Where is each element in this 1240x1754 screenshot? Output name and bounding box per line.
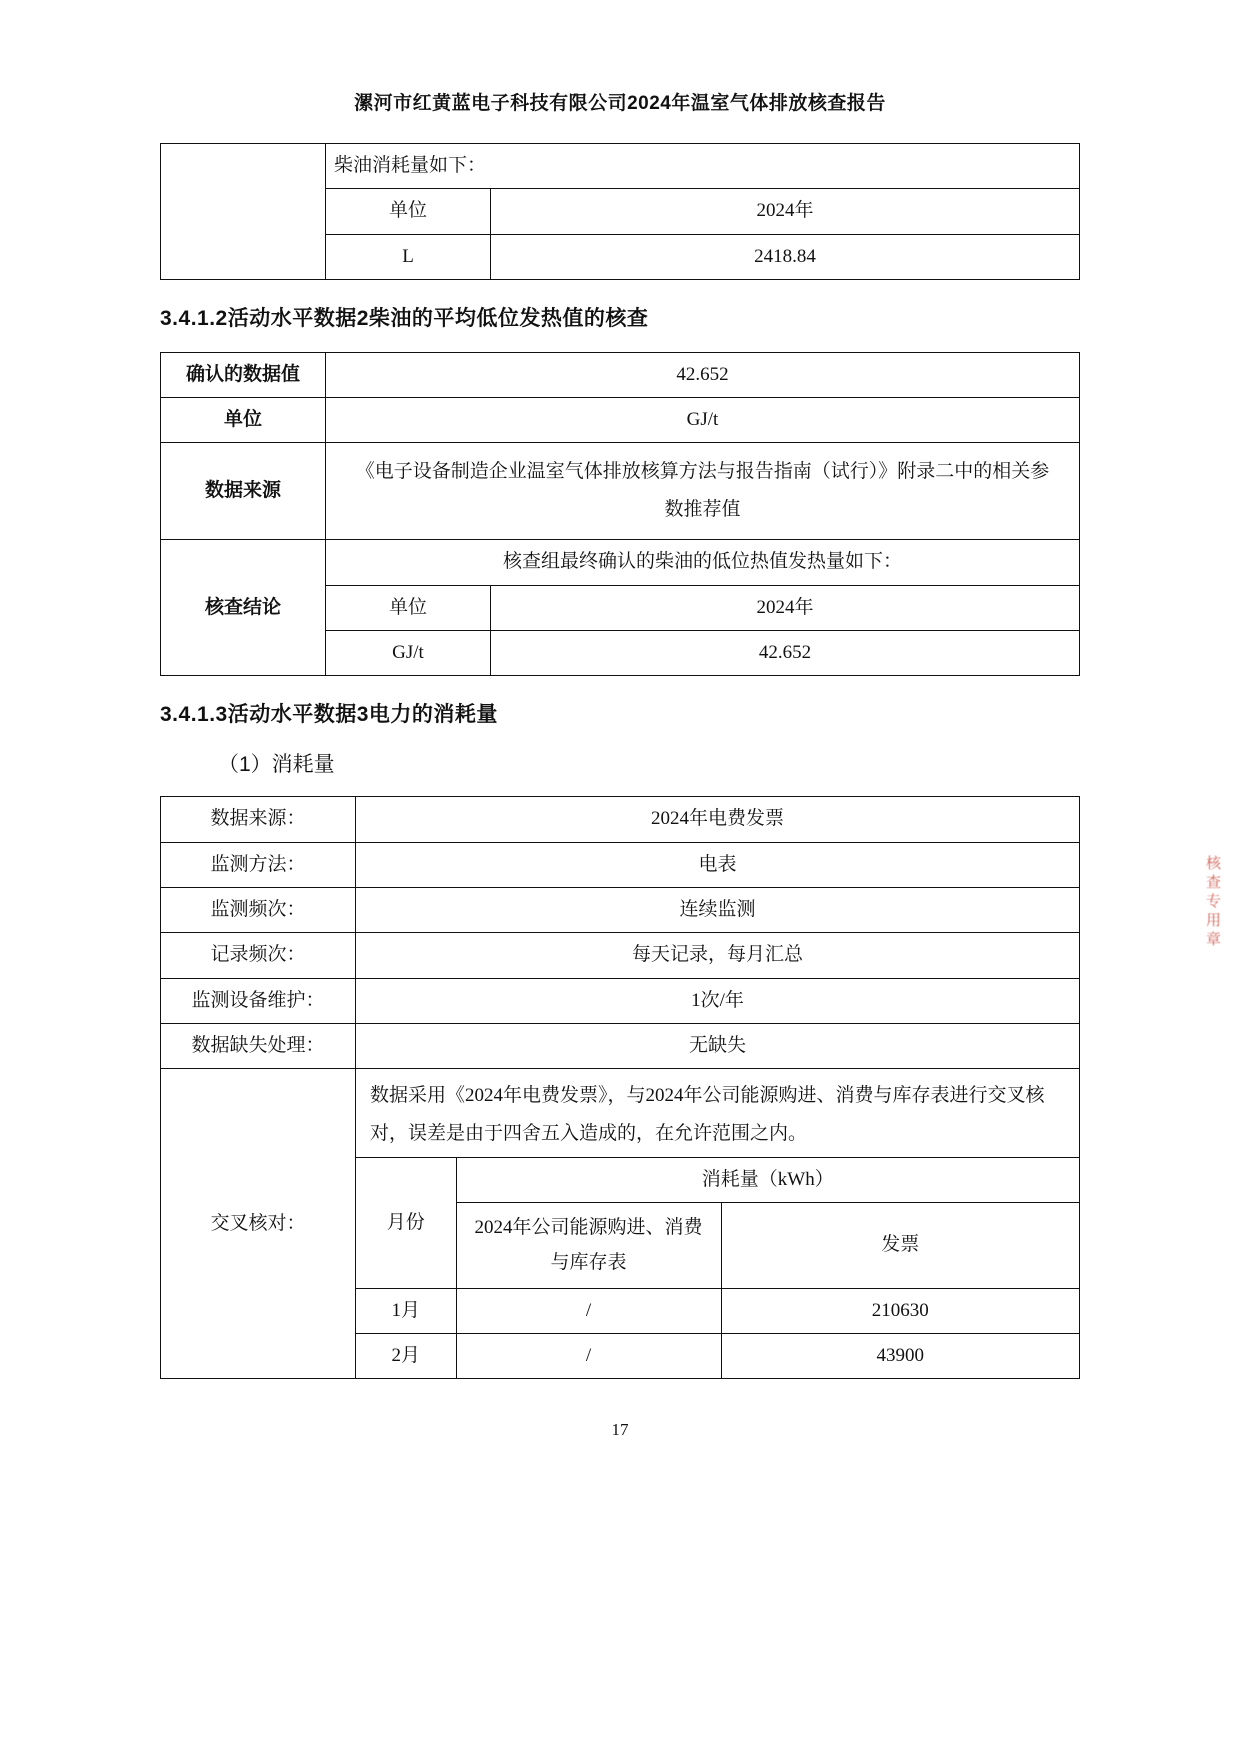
ncv-value-unit: GJ/t (326, 398, 1080, 443)
ncv-label-confirmed-value: 确认的数据值 (161, 352, 326, 397)
document-header-title: 漯河市红黄蓝电子科技有限公司2024年温室气体排放核查报告 (354, 93, 886, 114)
subsection-heading-consumption: （1）消耗量 (218, 753, 335, 777)
table-row (161, 797, 1080, 842)
table-row (161, 1069, 1080, 1379)
ncv-conclusion-value-amount: 42.652 (491, 631, 1080, 676)
cross-check-col-source: 2024年公司能源购进、消费与库存表 (456, 1203, 721, 1288)
cross-check-row1-source: / (456, 1288, 721, 1333)
elec-value-cross-check (356, 1069, 1080, 1379)
elec-value-record-frequency: 每天记录，每月汇总 (356, 933, 1080, 978)
diesel-header-unit: 单位 (326, 189, 491, 234)
red-seal-stamp: 核查专用章 (1204, 855, 1221, 950)
diesel-value-amount: 2418.84 (491, 234, 1080, 279)
cross-check-group-header: 消耗量（kWh） (456, 1158, 1079, 1203)
diesel-label-cell (161, 144, 326, 280)
elec-value-missing-data: 无缺失 (356, 1023, 1080, 1068)
elec-label-monitor-frequency: 监测频次： (161, 887, 356, 932)
elec-label-cross-check: 交叉核对： (161, 1069, 356, 1379)
cross-check-col-month: 月份 (356, 1158, 456, 1289)
section-heading-3412: 3.4.1.2活动水平数据2柴油的平均低位发热值的核查 (160, 306, 649, 330)
cross-check-row2-month: 2月 (356, 1334, 456, 1379)
cross-check-row2-invoice: 43900 (721, 1334, 1079, 1379)
diesel-caption: 柴油消耗量如下： (326, 144, 1080, 189)
elec-label-monitor-method: 监测方法： (161, 842, 356, 887)
ncv-label-conclusion: 核查结论 (161, 540, 326, 676)
ncv-label-unit: 单位 (161, 398, 326, 443)
table-row (161, 842, 1080, 887)
table-row (161, 887, 1080, 932)
ncv-conclusion-caption: 核查组最终确认的柴油的低位热值发热量如下： (326, 540, 1080, 585)
elec-value-monitor-frequency: 连续监测 (356, 887, 1080, 932)
elec-label-missing-data: 数据缺失处理： (161, 1023, 356, 1068)
table-row (356, 1288, 1079, 1333)
elec-label-equipment-maintenance: 监测设备维护： (161, 978, 356, 1023)
diesel-value-unit: L (326, 234, 491, 279)
elec-value-data-source: 2024年电费发票 (356, 797, 1080, 842)
cross-check-paragraph: 数据采用《2024年电费发票》，与2024年公司能源购进、消费与库存表进行交叉核对，误差是由于四舍五入造成的，在允许范围之内。 (370, 1085, 1045, 1145)
ncv-conclusion-header-year: 2024年 (491, 585, 1080, 630)
table-row (161, 352, 1080, 397)
table-row (161, 978, 1080, 1023)
ncv-label-data-source: 数据来源 (161, 443, 326, 540)
ncv-conclusion-value-unit: GJ/t (326, 631, 491, 676)
electricity-consumption-table (160, 796, 1080, 1379)
ncv-conclusion-header-unit: 单位 (326, 585, 491, 630)
table-row (161, 398, 1080, 443)
cross-check-row1-month: 1月 (356, 1288, 456, 1333)
cross-check-row1-invoice: 210630 (721, 1288, 1079, 1333)
ncv-verification-table (160, 352, 1080, 676)
section-heading-3413: 3.4.1.3活动水平数据3电力的消耗量 (160, 703, 498, 727)
cross-check-table (356, 1157, 1079, 1378)
cross-check-col-invoice: 发票 (721, 1203, 1079, 1288)
table-row (161, 1023, 1080, 1068)
table-row (161, 540, 1080, 585)
diesel-consumption-table (160, 143, 1080, 280)
page-number: 17 (611, 1420, 629, 1439)
elec-value-equipment-maintenance: 1次/年 (356, 978, 1080, 1023)
table-row (356, 1334, 1079, 1379)
diesel-header-year: 2024年 (491, 189, 1080, 234)
elec-label-record-frequency: 记录频次： (161, 933, 356, 978)
elec-value-monitor-method: 电表 (356, 842, 1080, 887)
table-row (161, 933, 1080, 978)
table-row (161, 144, 1080, 189)
elec-label-data-source: 数据来源： (161, 797, 356, 842)
table-row (356, 1203, 1079, 1288)
table-row (161, 443, 1080, 540)
cross-check-row2-source: / (456, 1334, 721, 1379)
ncv-value-confirmed-value: 42.652 (326, 352, 1080, 397)
page-content (160, 88, 1080, 1379)
ncv-value-data-source: 《电子设备制造企业温室气体排放核算方法与报告指南（试行）》附录二中的相关参数推荐值 (326, 443, 1080, 540)
table-row (356, 1158, 1079, 1203)
